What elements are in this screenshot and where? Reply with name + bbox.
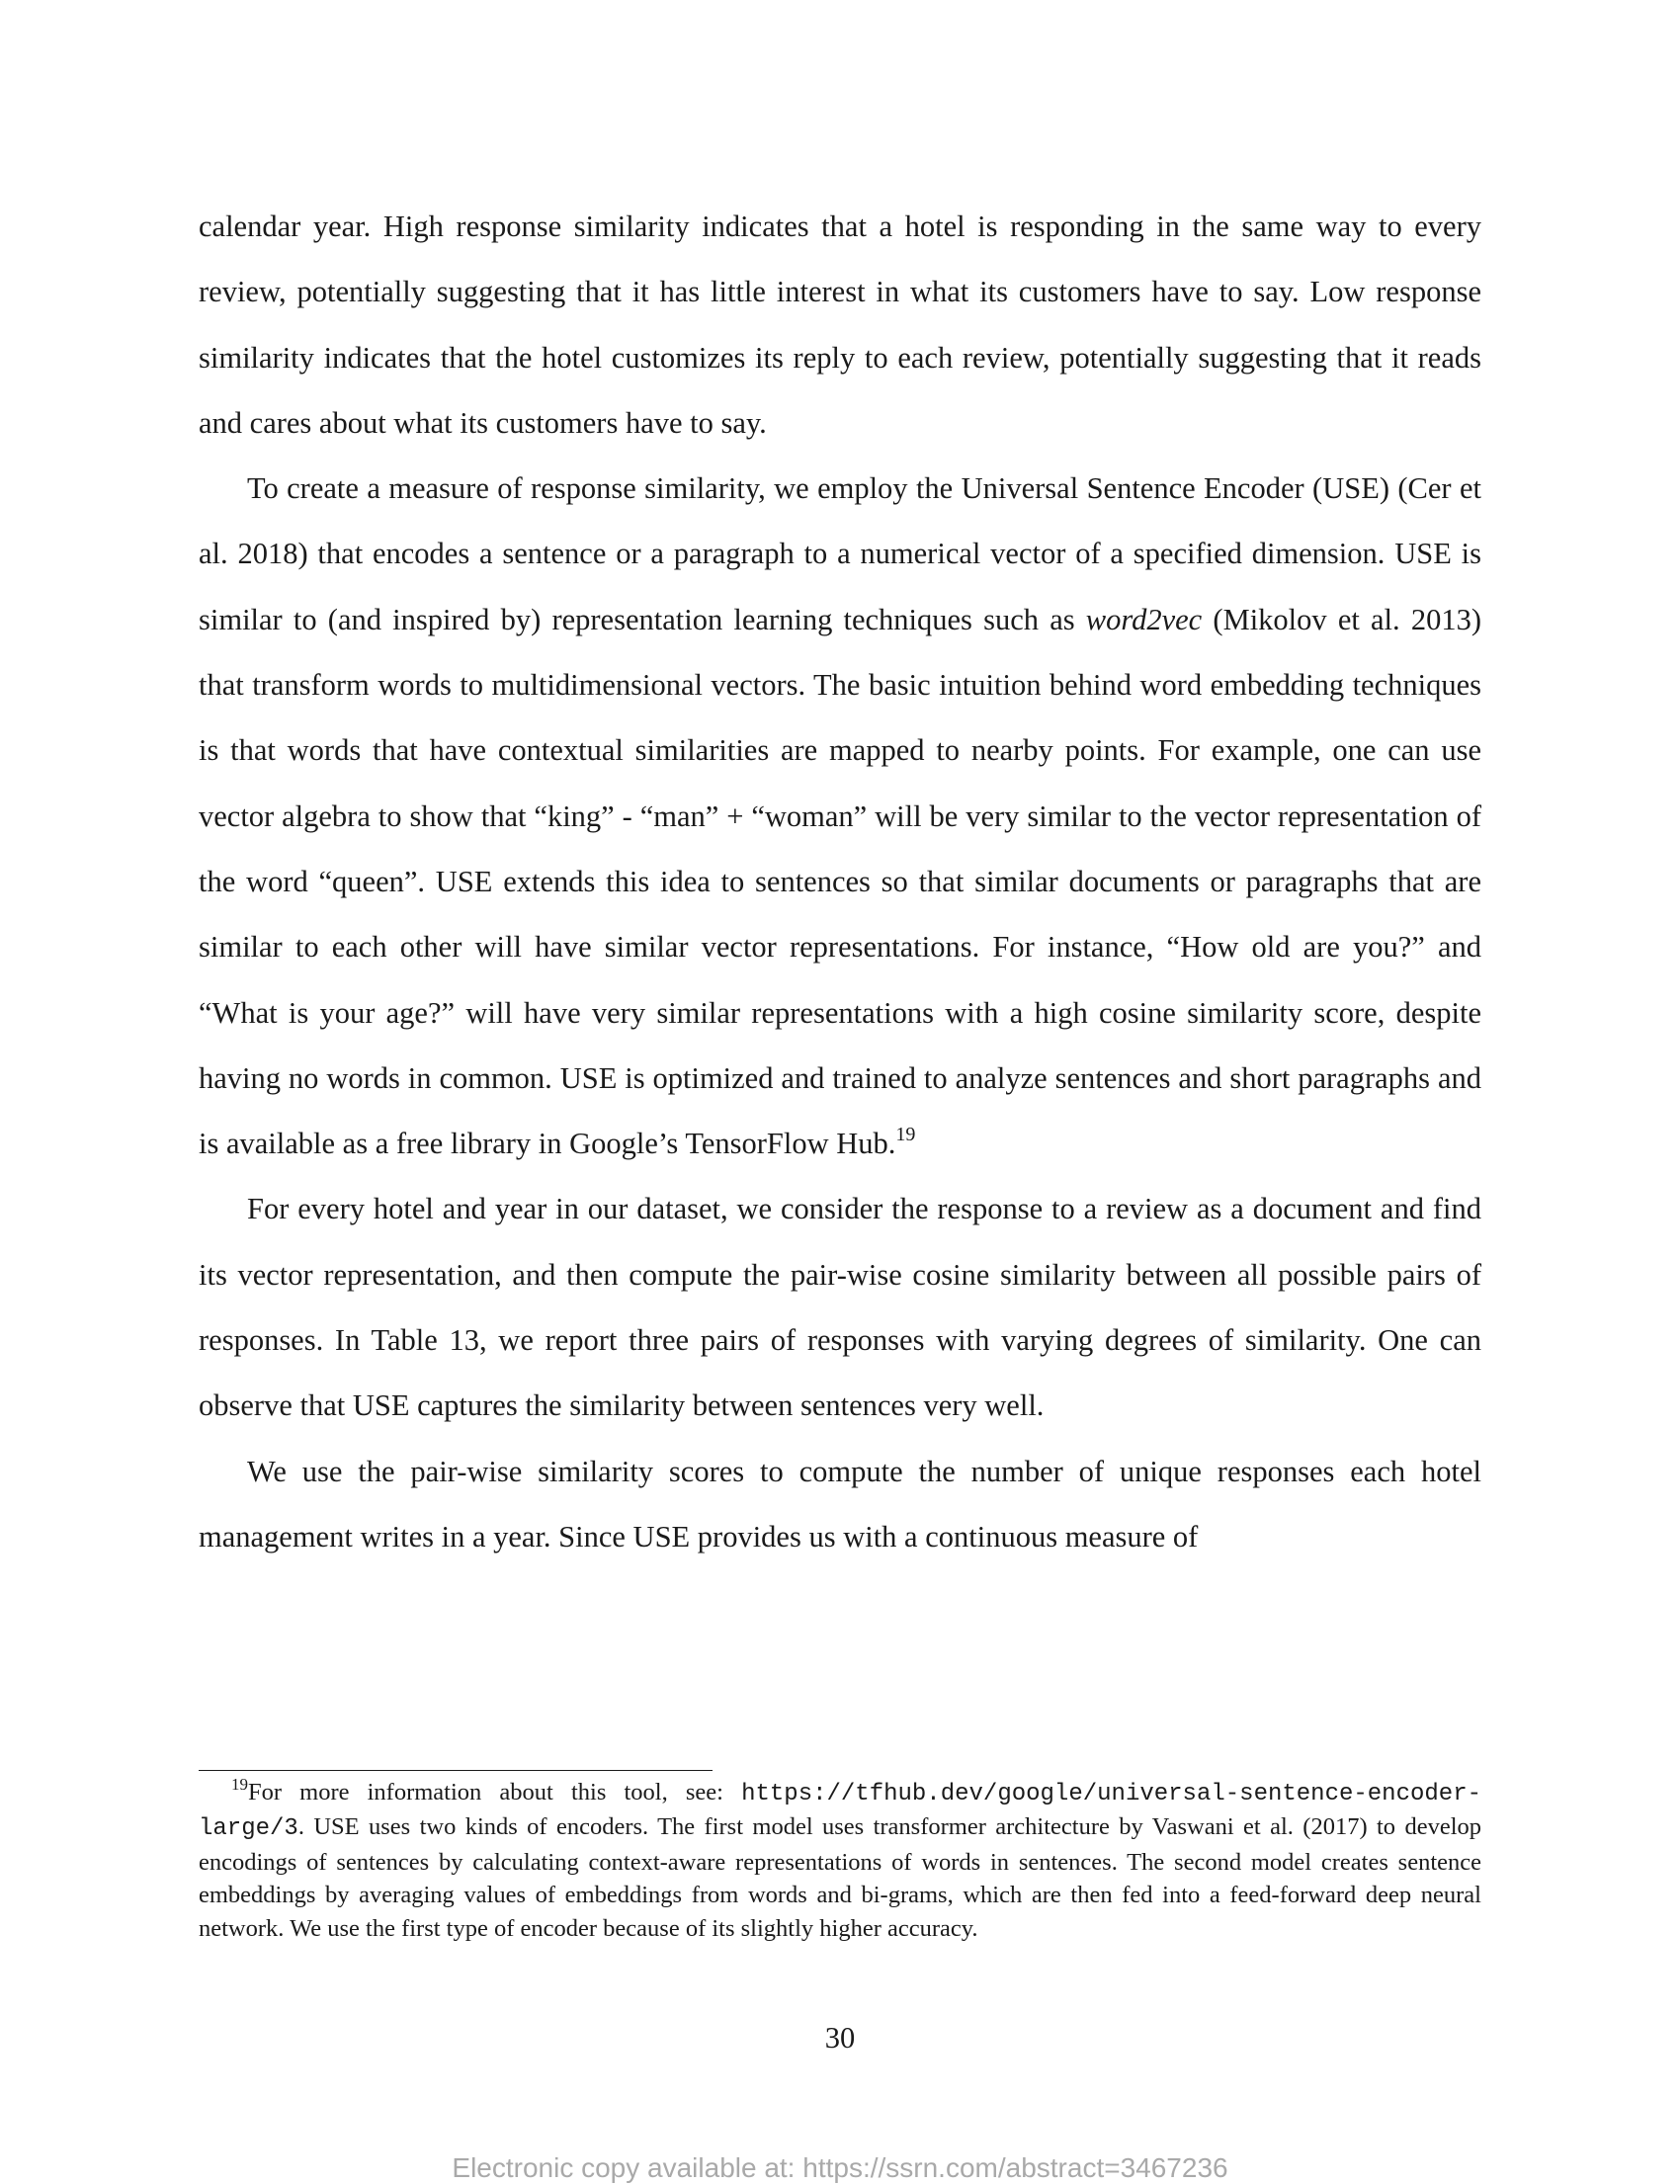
term-word2vec: word2vec bbox=[1085, 602, 1203, 636]
footnote-reference[interactable]: 19 bbox=[895, 1124, 916, 1146]
paragraph-continued: calendar year. High response similarity indicates that a hotel is responding in the same way to every review, potentially suggesting that it has little interest in what its customers have to say. Low response similarity indicates that the hotel customizes its reply to each review, potentially suggesting that it reads and cares about what its customers have to say. bbox=[199, 210, 1481, 440]
paragraph-text: (Mikolov et al. 2013) that transform words to multidimensional vectors. The basic intuition behind word embedding techniques is that words that have contextual similarities are mapped to nearby points. For example, one can use vector algebra to show that “king” - “man” + “woman” will be very similar to the vector representation of the word “queen”. USE extends this idea to sentences so that similar documents or paragraphs that are similar to each other will have similar vector representations. For instance, “How old are you?” and “What is your age?” will have very similar representations with a high cosine similarity score, despite having no words in common. USE is optimized and trained to analyze sentences and short paragraphs and is available as a free library in Google’s TensorFlow Hub. bbox=[199, 602, 1481, 1161]
body-text bbox=[199, 194, 1481, 1569]
footnote-text: . USE uses two kinds of encoders. The first model uses transformer architecture by Vaswani et al. (2017) to develop encodings of sentences by calculating context-aware representations of words in sentences. The second model creates sentence embeddings by averaging values of embeddings from words and bi-grams, which are then fed into a feed-forward deep neural network. We use the first type of encoder because of its slightly higher accuracy. bbox=[199, 1813, 1481, 1942]
paragraph-pairwise-similarity: For every hotel and year in our dataset, we consider the response to a review as a document and find its vector representation, and then compute the pair-wise cosine similarity between all possible pairs of responses. In Table 13, we report three pairs of responses with varying degrees of similarity. One can observe that USE captures the similarity between sentences very well. bbox=[199, 1192, 1481, 1423]
paragraph-text: To create a measure of response similarity, we employ the Universal Sentence Encoder (USE) (Cer et al. 2018) that encodes a sentence or a paragraph to a numerical vector of a specified dimension. USE is similar to (and inspired by) representation learning techniques such as bbox=[199, 471, 1481, 636]
footnote-mark: 19 bbox=[231, 1775, 248, 1794]
footnote-lead: For more information about this tool, see: bbox=[248, 1779, 742, 1806]
paragraph-unique-responses: We use the pair-wise similarity scores to compute the number of unique responses each hotel management writes in a year. Since USE provides us with a continuous measure of bbox=[199, 1454, 1481, 1554]
ssrn-footer-link[interactable]: Electronic copy available at: https://ssrn.com/abstract=3467236 bbox=[452, 2152, 1228, 2183]
page-number: 30 bbox=[824, 2021, 856, 2055]
footnote-url-link[interactable]: https://tfhub.dev/google/universal-sentence-encoder-large/3 bbox=[199, 1781, 1481, 1843]
paragraph-use-method bbox=[199, 456, 1481, 1176]
footnote-divider bbox=[199, 1770, 713, 1771]
footnote-19 bbox=[199, 1776, 1481, 1945]
